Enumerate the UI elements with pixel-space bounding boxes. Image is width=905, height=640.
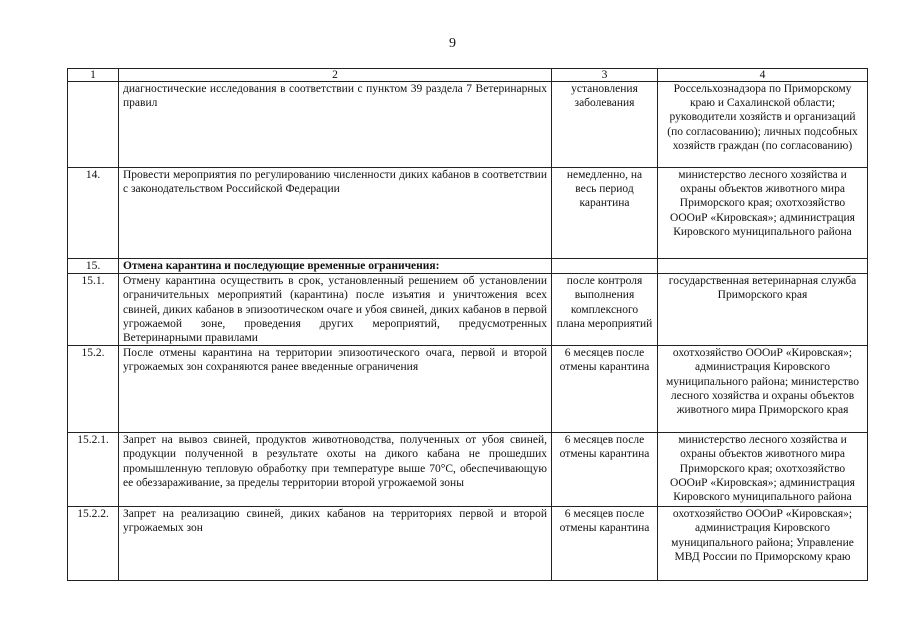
term-text bbox=[552, 259, 658, 274]
item-number: 15.2. bbox=[68, 346, 119, 433]
item-number bbox=[68, 82, 119, 168]
table-row bbox=[68, 82, 868, 168]
measure-text: Запрет на вывоз свиней, продуктов животноводства, полученных от убоя свиней, продукции полученной в результате охоты на дикого кабана не прошедших промышленную тепловую обработку при температуре выше 70°C, обеспечивающую ее обеззараживание, за пределы территории второй угрожаемой зоны bbox=[119, 433, 552, 507]
responsible-text: министерство лесного хозяйства и охраны объектов животного мира Приморского края; охотхозяйство ОООиР «Кировская»; администрация Кировского муниципального района bbox=[658, 168, 868, 259]
item-number: 15.2.2. bbox=[68, 507, 119, 581]
measure-text: После отмены карантина на территории эпизоотического очага, первой и второй угрожаемых зон сохраняются ранее введенные ограничения bbox=[119, 346, 552, 433]
responsible-text: охотхозяйство ОООиР «Кировская»; администрация Кировского муниципального района; министерство лесного хозяйства и охраны объектов животного мира Приморского края bbox=[658, 346, 868, 433]
term-text: 6 месяцев после отмены карантина bbox=[552, 433, 658, 507]
term-text: немедленно, на весь период карантина bbox=[552, 168, 658, 259]
measure-text: диагностические исследования в соответствии с пунктом 39 раздела 7 Ветеринарных правил bbox=[119, 82, 552, 168]
measure-text: Отмену карантина осуществить в срок, установленный решением об установлении ограничительных мероприятий (карантина) после изъятия и уничтожения всех свиней, диких кабанов в эпизоотическом очаге и убоя свиней, диких кабанов в первой угрожаемой зоне, проведения других мероприятий, предусмотренных Ветеринарными правилами bbox=[119, 274, 552, 346]
column-header: 1 bbox=[68, 69, 119, 82]
term-text: установления заболевания bbox=[552, 82, 658, 168]
term-text: 6 месяцев после отмены карантина bbox=[552, 346, 658, 433]
item-number: 15.1. bbox=[68, 274, 119, 346]
responsible-text: министерство лесного хозяйства и охраны объектов животного мира Приморского края; охотхозяйство ОООиР «Кировская»; администрация Кировского муниципального района bbox=[658, 433, 868, 507]
table-row bbox=[68, 346, 868, 433]
table-row bbox=[68, 433, 868, 507]
table-row bbox=[68, 168, 868, 259]
responsible-text: государственная ветеринарная служба Приморского края bbox=[658, 274, 868, 346]
item-number: 15.2.1. bbox=[68, 433, 119, 507]
responsible-text bbox=[658, 259, 868, 274]
table-header-row bbox=[68, 69, 868, 82]
page-number: 9 bbox=[449, 36, 456, 51]
measure-text: Провести мероприятия по регулированию численности диких кабанов в соответствии с законодательством Российской Федерации bbox=[119, 168, 552, 259]
item-number: 14. bbox=[68, 168, 119, 259]
table-row bbox=[68, 507, 868, 581]
responsible-text: охотхозяйство ОООиР «Кировская»; администрация Кировского муниципального района; Управление МВД России по Приморскому краю bbox=[658, 507, 868, 581]
measures-table bbox=[67, 68, 868, 581]
column-header: 3 bbox=[552, 69, 658, 82]
section-heading: Отмена карантина и последующие временные ограничения: bbox=[119, 259, 552, 274]
table-row bbox=[68, 259, 868, 274]
column-header: 2 bbox=[119, 69, 552, 82]
term-text: после контроля выполнения комплексного плана мероприятий bbox=[552, 274, 658, 346]
term-text: 6 месяцев после отмены карантина bbox=[552, 507, 658, 581]
column-header: 4 bbox=[658, 69, 868, 82]
item-number: 15. bbox=[68, 259, 119, 274]
measure-text: Запрет на реализацию свиней, диких кабанов на территориях первой и второй угрожаемых зон bbox=[119, 507, 552, 581]
table-row bbox=[68, 274, 868, 346]
responsible-text: Россельхознадзора по Приморскому краю и Сахалинской области; руководители хозяйств и организаций (по согласованию); личных подсобных хозяйств граждан (по согласованию) bbox=[658, 82, 868, 168]
